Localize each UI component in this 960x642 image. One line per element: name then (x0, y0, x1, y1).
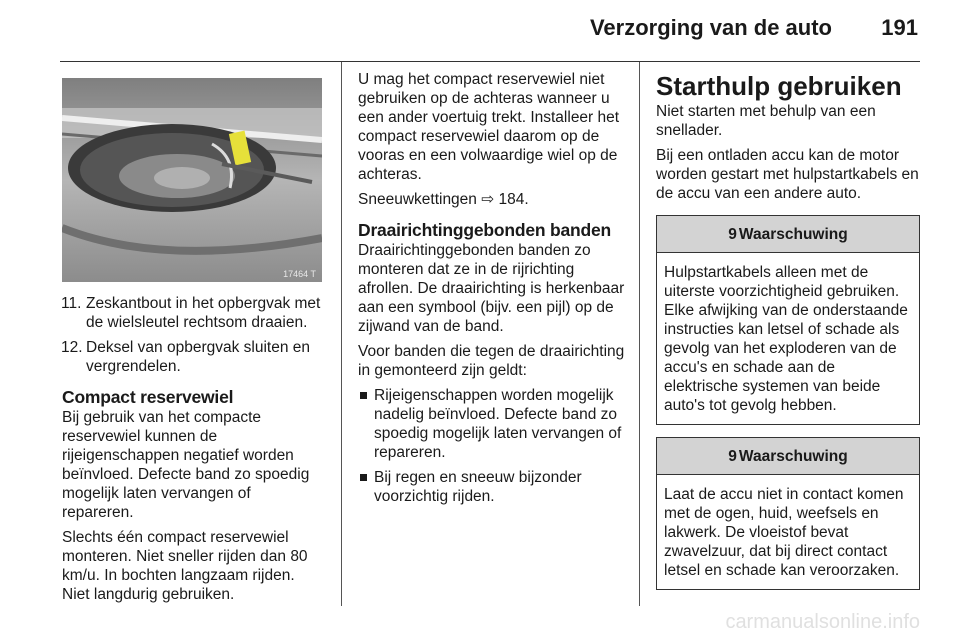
header-divider (60, 61, 920, 62)
warning-title: Waarschuwing (738, 226, 848, 243)
step-list (62, 294, 326, 376)
warning-title: Waarschuwing (738, 448, 848, 465)
warning-header (657, 438, 919, 475)
paragraph: Draairichtinggebonden banden zo monteren dat ze in de rijrichting afrollen. De draairichting is herkenbaar aan een symbool (bijv. een pijl) op de zijwand van de band. (358, 242, 625, 335)
paragraph: Slechts één compact reservewiel monteren. Niet sneller rijden dan 80 km/u. In bochten langzaam rijden. Niet langdurig gebruiken. (62, 529, 308, 603)
list-item (62, 338, 326, 376)
step-number: 12. (61, 339, 83, 356)
warning-text: Laat de accu niet in contact komen met de ogen, huid, weefsels en lakwerk. De vloeistof bevat zwavelzuur, dat bij direct contact letsel en schade kan veroorzaken. (664, 486, 904, 579)
column-1 (62, 294, 326, 610)
bullet-icon (360, 474, 367, 481)
column-3 (656, 72, 920, 602)
section-heading: Compact reservewiel (62, 387, 234, 407)
watermark: carmanualsonline.info (725, 611, 920, 633)
list-item (62, 294, 326, 332)
bullet-icon (360, 392, 367, 399)
figure-number: 17464 T (283, 269, 316, 279)
paragraph: Bij een ontladen accu kan de motor worden gestart met hulpstartkabels en de accu van een andere auto. (656, 147, 919, 202)
paragraph: Bij gebruik van het compacte reservewiel kunnen de rijeigenschappen negatief worden beïnvloed. Defecte band zo spoedig mogelijk laten vervangen of repareren. (62, 409, 310, 521)
warning-box (656, 215, 920, 425)
bullet-list (358, 386, 626, 506)
warning-triangle-icon: 9 (728, 226, 737, 243)
list-item (358, 386, 626, 462)
bullet-text: Bij regen en sneeuw bijzonder voorzichtig rijden. (374, 469, 582, 505)
cross-reference: Sneeuwkettingen ⇨ 184. (358, 191, 529, 208)
column-divider (639, 62, 640, 606)
page-number: 191 (881, 15, 918, 40)
spare-wheel-photo (62, 78, 322, 282)
bullet-text: Rijeigenschappen worden mogelijk nadelig beïnvloed. Defecte band zo spoedig mogelijk laten vervangen of repareren. (374, 387, 622, 461)
warning-box (656, 437, 920, 590)
warning-text: Hulpstartkabels alleen met de uiterste voorzichtigheid gebruiken. Elke afwijking van de onderstaande instructies kan letsel of schade als gevolg van het exploderen van de accu's en schade aan de elektrische systemen van beide auto's tot gevolg hebben. (664, 264, 908, 414)
section-heading: Draairichtinggebonden banden (358, 220, 612, 240)
spare-wheel-illustration (62, 78, 322, 282)
paragraph: Voor banden die tegen de draairichting in gemonteerd zijn geldt: (358, 343, 625, 379)
paragraph: Niet starten met behulp van een snellader. (656, 103, 876, 139)
column-divider (341, 62, 342, 606)
column-2 (358, 70, 626, 512)
step-number: 11. (61, 295, 82, 312)
step-text: Zeskantbout in het opbergvak met de wielsleutel rechtsom draaien. (86, 295, 321, 331)
step-text: Deksel van opbergvak sluiten en vergrendelen. (86, 339, 311, 375)
warning-triangle-icon: 9 (728, 448, 737, 465)
section-title: Starthulp gebruiken (656, 71, 902, 101)
chapter-title: Verzorging van de auto (589, 15, 832, 40)
warning-header (657, 216, 919, 253)
list-item (358, 468, 626, 506)
paragraph: U mag het compact reservewiel niet gebruiken op de achteras wanneer u een ander voertuig trekt. Installeer het compact reservewiel daarom op de vooras en een volwaardige wiel op de achteras. (358, 71, 620, 183)
